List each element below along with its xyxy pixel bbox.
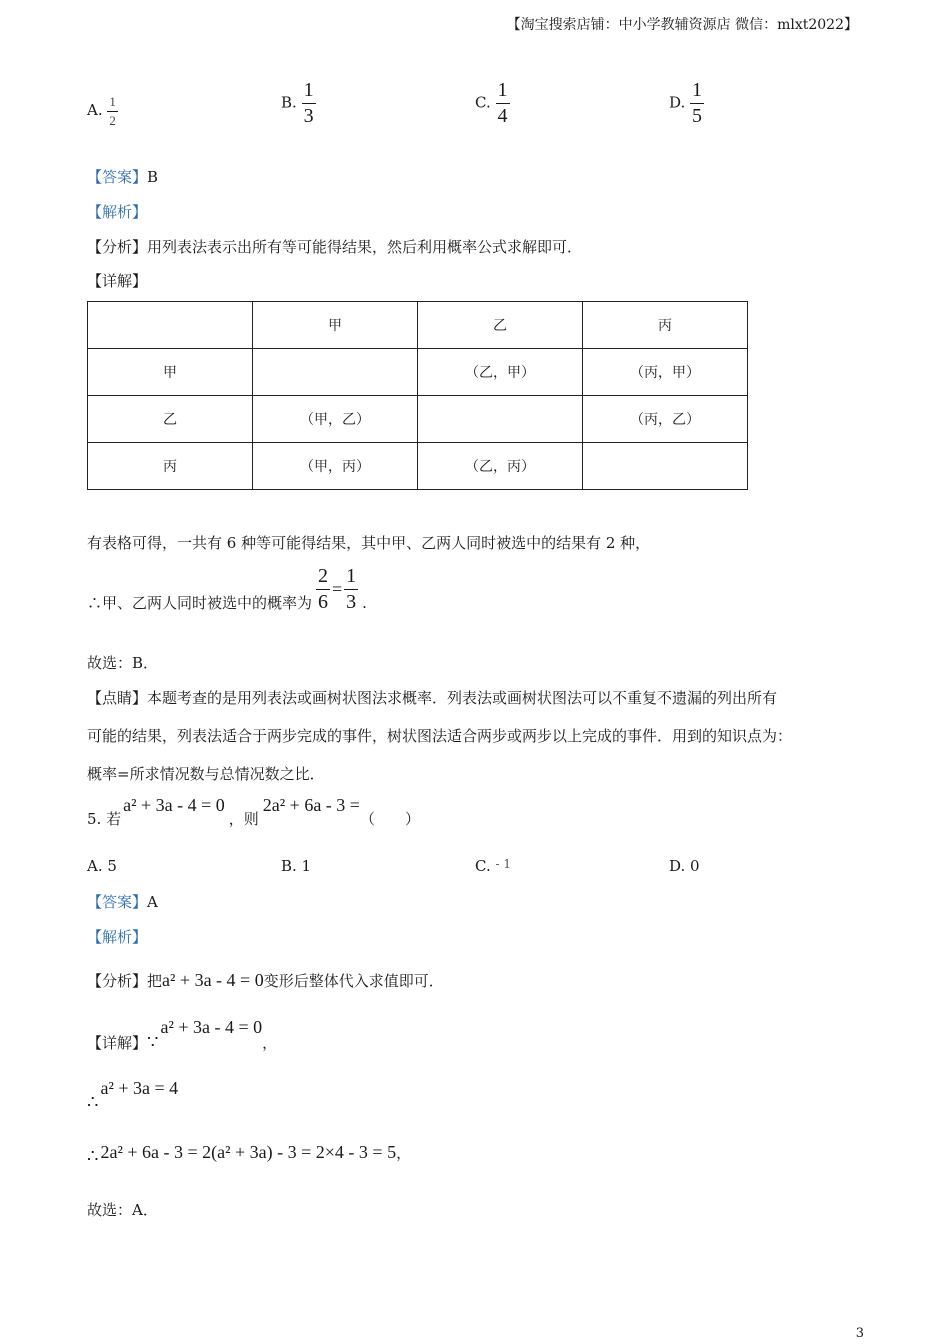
table-cell: 乙 [418, 302, 583, 349]
analysis-post: 变形后整体代入求值即可． [263, 972, 444, 990]
comment-text-1: 本题考查的是用列表法或画树状图法求概率．列表法或画树状图法可以不重复不遗漏的列出所有 [147, 689, 778, 707]
q4-analysis [87, 236, 582, 257]
q5-middle: ，则 [228, 810, 259, 828]
q5-option-d: D. 0 [669, 857, 700, 875]
outcome-table [87, 301, 748, 490]
answer-value: A [147, 893, 158, 911]
table-cell [253, 349, 418, 396]
table-cell: （乙，甲） [418, 349, 583, 396]
analysis-tag: 【分析】 [87, 972, 148, 990]
table-cell [418, 396, 583, 443]
table-header-row [88, 302, 748, 349]
option-a-fraction: $\frac{1}{2}$ [109, 94, 116, 128]
option-d-fraction: $\frac{1}{5}$ [692, 79, 703, 127]
option-d [669, 80, 704, 127]
table-cell: （甲，丙） [253, 443, 418, 490]
option-b-fraction: $\frac{1}{3}$ [303, 79, 314, 127]
table-cell: （甲，乙） [253, 396, 418, 443]
comment-tag: 【点睛】 [87, 689, 148, 707]
table-row [88, 349, 748, 396]
q5-choose: 故选：A． [87, 1201, 158, 1219]
therefore-symbol: ∴ [87, 1092, 99, 1113]
table-row [88, 396, 748, 443]
table-cell: （丙，乙） [583, 396, 748, 443]
therefore-symbol: ∴ [87, 1146, 99, 1167]
q4-detail-tag: 【详解】 [87, 272, 148, 290]
q5-step-1 [87, 1078, 178, 1113]
q5-expression: 2a² + 6a - 3 = [262, 795, 360, 815]
q5-analysis [87, 970, 444, 991]
q4-jiexi-tag: 【解析】 [87, 203, 148, 221]
table-cell: 甲 [253, 302, 418, 349]
option-b [281, 80, 316, 127]
table-cell [88, 302, 253, 349]
q5-condition: a² + 3a - 4 = 0 [123, 795, 225, 815]
option-c [475, 80, 510, 127]
q5-option-a: A. 5 [87, 857, 117, 875]
q5-option-c-letter: C. [475, 857, 491, 875]
q5-step-2 [87, 1138, 411, 1167]
option-c-fraction: $\frac{1}{4}$ [497, 79, 508, 127]
because-symbol: ∵ [147, 1032, 159, 1053]
q5-answer [87, 891, 158, 912]
analysis-pre: 把 [147, 972, 163, 990]
page-header: 【淘宝搜索店铺：中小学教辅资源店 微信：mlxt2022】 [506, 17, 858, 33]
q4-choose: 故选：B． [87, 654, 159, 672]
answer-tag: 【答案】 [87, 893, 148, 911]
fraction-1-3: $\frac{1}{3}$ [346, 565, 357, 613]
table-cell: 丙 [583, 302, 748, 349]
table-cell: 甲 [88, 349, 253, 396]
q4-comment-line-3: 概率=所求情况数与总情况数之比． [87, 765, 325, 783]
equals-sign: = [332, 579, 343, 599]
table-cell: 乙 [88, 396, 253, 443]
q4-probability-line [87, 566, 367, 613]
answer-tag: 【答案】 [87, 168, 148, 186]
detail-tag: 【详解】 [87, 1034, 148, 1052]
q5-option-c [475, 857, 511, 875]
table-row [88, 443, 748, 490]
fraction-2-6: $\frac{2}{6}$ [318, 565, 329, 613]
step-2-comma: ， [396, 1144, 412, 1162]
analysis-tag: 【分析】 [87, 238, 148, 256]
q5-blank: （ ） [359, 810, 420, 828]
q4-result-line: 有表格可得，一共有 6 种等可能得结果，其中甲、乙两人同时被选中的结果有 2 种， [87, 534, 651, 552]
table-cell: 丙 [88, 443, 253, 490]
q5-jiexi-tag: 【解析】 [87, 928, 148, 946]
option-d-letter: D. [669, 93, 686, 112]
q5-option-c-value: - 1 [495, 857, 512, 871]
q5-detail-line [87, 1017, 277, 1053]
table-cell [583, 443, 748, 490]
probability-suffix: . [362, 593, 367, 612]
page-number: 3 [855, 1326, 864, 1341]
q4-comment-line-2: 可能的结果，列表法适合于两步完成的事件，树状图法适合两步或两步以上完成的事件．用到的知识点为： [87, 727, 793, 745]
step-1-equation: a² + 3a = 4 [100, 1078, 179, 1098]
step-2-equation: 2a² + 6a - 3 = 2(a² + 3a) - 3 = 2×4 - 3 = 5 [100, 1142, 397, 1162]
analysis-text: 用列表法表示出所有等可能得结果，然后利用概率公式求解即可． [147, 238, 583, 256]
q5-number: 5. 若 [87, 810, 122, 828]
q4-comment-line-1 [87, 687, 777, 708]
answer-value: B [147, 168, 159, 186]
detail-condition: a² + 3a - 4 = 0 [160, 1017, 263, 1037]
q5-option-b: B. 1 [281, 857, 312, 875]
option-a-letter: A. [87, 101, 103, 120]
q4-answer [87, 166, 158, 187]
option-a [87, 95, 118, 127]
probability-prefix: ∴甲、乙两人同时被选中的概率为 [87, 594, 313, 612]
option-b-letter: B. [281, 93, 297, 112]
option-c-letter: C. [475, 93, 491, 112]
detail-comma: ， [262, 1034, 278, 1052]
table-cell: （乙，丙） [418, 443, 583, 490]
q5-stem [87, 795, 420, 829]
analysis-equation: a² + 3a - 4 = 0 [162, 970, 264, 990]
table-cell: （丙，甲） [583, 349, 748, 396]
